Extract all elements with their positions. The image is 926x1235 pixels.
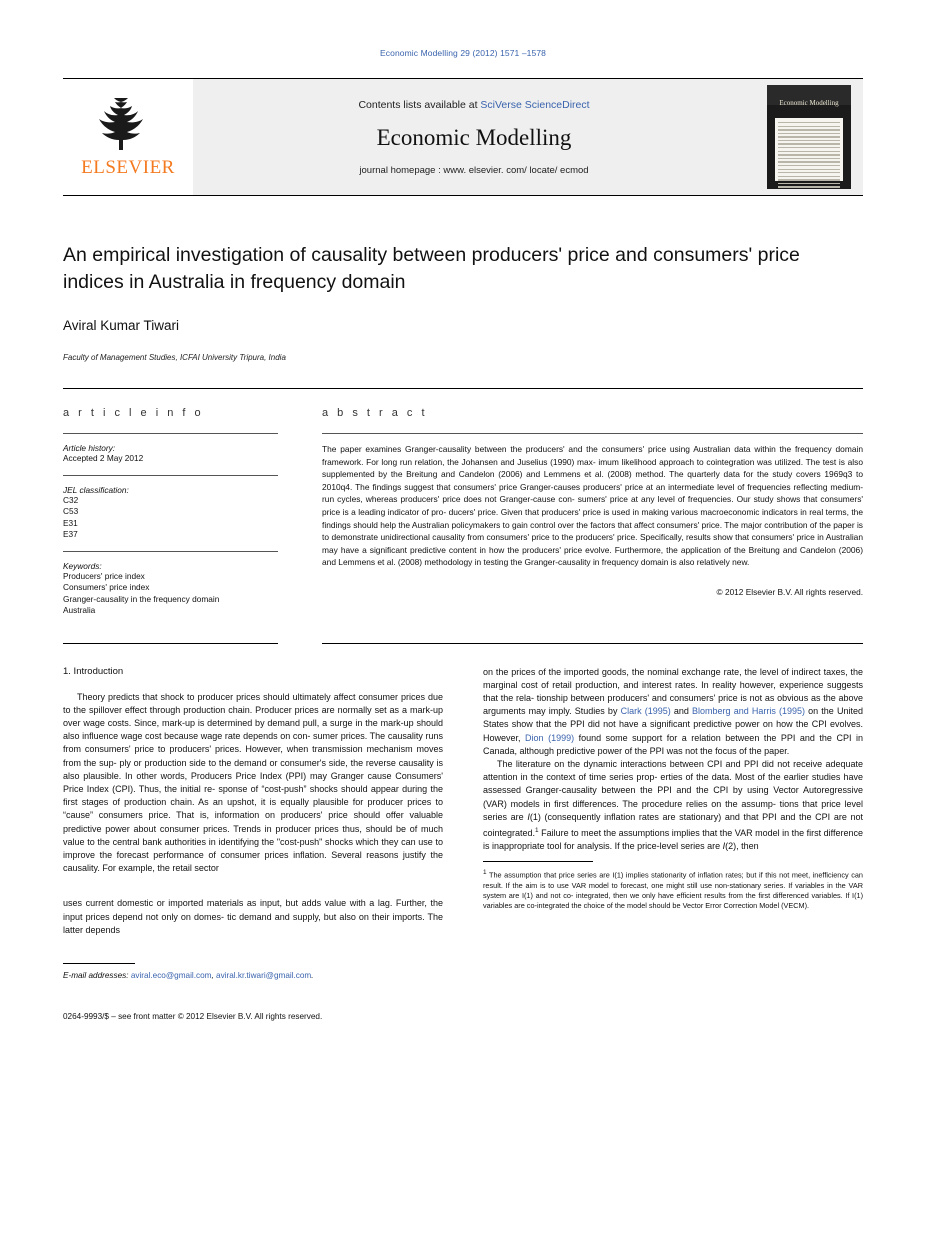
body-divider-row (63, 643, 863, 644)
citation-link-dion[interactable]: Dion (1999) (525, 732, 575, 743)
jel-code: E37 (63, 529, 78, 539)
citation-link-clark[interactable]: Clark (1995) (620, 706, 671, 717)
keyword-item: Granger-causality in the frequency domain (63, 593, 220, 604)
author-affiliation: Faculty of Management Studies, ICFAI University Tripura, India (63, 353, 286, 362)
article-history-group (63, 443, 278, 465)
masthead-right (755, 79, 863, 195)
email-link-2[interactable]: aviral.kr.tiwari@gmail.com (216, 970, 312, 980)
body-paragraph: The literature on the dynamic interactions between CPI and PPI did not receive adequate attention in the context of time series prop- erties of the data. Most of the earlier studies have assessed Granger-causality between the PPI and the CPI by using Vector Autoregressive (VAR) models in first differences. The procedure relies on the assump- tions that price level series are I(1) (consequently inflation rates are stationary) and that PPI and the CPI are not cointegrated.$^1$ Failure to meet the assumptions implies that the VAR model in the first difference is inappropriate tool for analysis. If the price-level series are I(2), then (483, 758, 863, 852)
article-history-value: Accepted 2 May 2012 (63, 453, 144, 463)
jel-label: JEL classification: (63, 484, 129, 495)
abstract-rule (322, 433, 863, 434)
article-info-heading: a r t i c l e i n f o (63, 407, 204, 419)
keyword-item: Consumers' price index (63, 582, 150, 592)
title-block (63, 196, 863, 389)
email-period: . (311, 970, 314, 980)
footer-divider (63, 963, 135, 964)
journal-homepage-line[interactable]: journal homepage : www. elsevier. com/ locate/ ecmod (359, 164, 589, 176)
author-list: Aviral Kumar Tiwari (63, 318, 180, 333)
journal-title: Economic Modelling (376, 124, 572, 150)
abstract-copyright: © 2012 Elsevier B.V. All rights reserved. (716, 586, 863, 597)
article-info-column (63, 407, 278, 617)
masthead-center (193, 79, 755, 195)
jel-code: C53 (63, 506, 79, 516)
article-history-label: Article history: (63, 443, 116, 453)
contents-available-line (358, 99, 589, 111)
running-head: Economic Modelling 29 (2012) 1571 –1578 (380, 48, 546, 58)
section-title-introduction: 1. Introduction (63, 665, 124, 677)
body-paragraph: uses current domestic or imported materials as input, but adds value with a lag. Further, the input prices depend not only on domes- tic demand and supply, but also on their imports. The latter depends (63, 898, 443, 935)
cover-page (775, 118, 843, 181)
jel-group (63, 485, 278, 541)
jel-code: E31 (63, 517, 78, 528)
publisher-name: ELSEVIER (81, 157, 175, 178)
journal-masthead (63, 78, 863, 196)
cover-text-lines (775, 118, 843, 189)
contents-prefix: Contents lists available at (358, 98, 481, 111)
keywords-group (63, 561, 278, 617)
info-rule-2 (63, 475, 278, 476)
footnote-divider (483, 861, 593, 862)
body-columns (63, 666, 863, 980)
sciencedirect-link[interactable]: SciVerse ScienceDirect (480, 98, 590, 111)
abstract-heading: a b s t r a c t (322, 407, 428, 419)
info-abstract-region (63, 389, 863, 617)
keyword-item: Australia (63, 605, 96, 615)
email-separator: , (211, 970, 217, 980)
abstract-column (322, 407, 863, 617)
citation-link-blomberg[interactable]: Blomberg and Harris (1995) (692, 706, 805, 717)
footnote-number: 1 (483, 869, 487, 877)
email-label: E-mail addresses: (63, 970, 129, 980)
body-paragraph: Theory predicts that shock to producer prices should ultimately affect consumer prices due to the spillover effect through production chain. Producer prices are normally set as a mark-up over wage costs. Since, mark-up is determined by demand pull, a surge in the mark-up should also influence wage cost because wage rate depends on con- sumer prices. The causality runs from consumers' price to producers' prices. However, when transmission mechanism moves from the sup- ply or production side to the demand or consumer's side, the reverse causality is also plausible. In other words, Producers Price Index (PPI) may Granger cause Consumers' Price Index (CPI). Thus, the initial re- sponse of “cost-push” shocks should appear during the first stages of production chain. As an upshot, it is equally plausible for producer prices to “cause” consumers price. That is, information on producers' price should offer valuable predictive power about consumer prices. Trends in producer prices thus, should be of much value to the central bank authorities in identifying the "cost-push" shocks which they can use to improve the forecast performance of consumer prices inflation. Several reasons justify the causality. For example, the retail sector (63, 691, 443, 874)
body-column-right (483, 666, 863, 980)
body-paragraph: on the prices of the imported goods, the nominal exchange rate, the level of indirect taxes, the marginal cost of retail production, and interest rates. In reality however, experience suggests that the rela- tionship between producers' and consumers' price is not as obvious as the above arguments may imply. Studies by Clark (1995) and Blomberg and Harris (1995) on the United States show that the PPI did not have a significant predictive power on how the CPI evolves. However, Dion (1999) found some support for a relation between the PPI and the CPI in Canada, although predictive power of the PPI was not the focus of the paper. (483, 666, 863, 756)
footnote-text (483, 868, 863, 910)
page-title: An empirical investigation of causality between producers' price and consumers' price indices in Australia in frequency domain (63, 244, 800, 293)
column-gap (63, 875, 443, 897)
journal-cover-thumbnail (767, 85, 851, 189)
info-rule-3 (63, 551, 278, 552)
body-divider-right (322, 643, 863, 644)
jel-code: C32 (63, 494, 79, 505)
issn-footer: 0264-9993/$ – see front matter © 2012 Elsevier B.V. All rights reserved. (63, 1011, 323, 1021)
email-addresses (63, 971, 443, 980)
keywords-label: Keywords: (63, 560, 102, 571)
abstract-text: The paper examines Granger-causality between the producers' and the consumers' price using Australian data within the frequency domain framework. For long run relation, the Johansen and Juselius (1990) max- imum likelihood approach to cointegration was utilized. The test is also supplemented by the Breitung and Candelon (2006) and Lemmens et al. (2008) method. The quarterly data for the study covers 1969q3 to 2010q4. The findings suggest that consumers' price Granger-causes producers' price at an intermediate level of frequencies reflecting medium-run cycles, whereas producers' price does not Granger-cause con- sumers' price at any level of frequencies. Our study shows that consumers' price is a leading indicator of pro- ducers' price. Given that producers' price is used in making various macroeconomic indicators in real terms, the findings should help the Australian policymakers to gain control over the factors that affect consumers' price. The major contribution of the paper is to demonstrate unidirectional causality from consumers' price to the producers' price. Specifically, results show that consumers' price in Australian may have a significant predictive content in how the producers' price evolve. Furthermore, the application of the Breitung and Candelon (2006) and Lemmens et al. (2008) methodology in testing the Granger-causality in frequency domain is also relatively new. (322, 444, 863, 568)
elsevier-tree-icon (97, 95, 159, 153)
email-link-1[interactable]: aviral.eco@gmail.com (130, 970, 212, 980)
cover-title: Economic Modelling (779, 99, 839, 107)
info-rule-1 (63, 433, 278, 434)
keyword-item: Producers' price index (63, 570, 145, 581)
body-divider-left (63, 643, 278, 644)
publisher-logo (63, 79, 193, 195)
footnote-body: The assumption that price series are I(1) implies stationarity of inflation rates; but if this not meet, inefficiency can result. If the aim is to use VAR model to forecast, one might still use non-stationary series. If variables in the VAR system are I(1) and not co- integrated, then we only have efficient results from the first differenced variables. If I(1) variables are co-integrated the choice of the model should be Vector Error Correction Model (VECM). (483, 870, 863, 910)
body-column-left (63, 666, 443, 980)
footnote-marker[interactable]: 1 (535, 826, 539, 834)
